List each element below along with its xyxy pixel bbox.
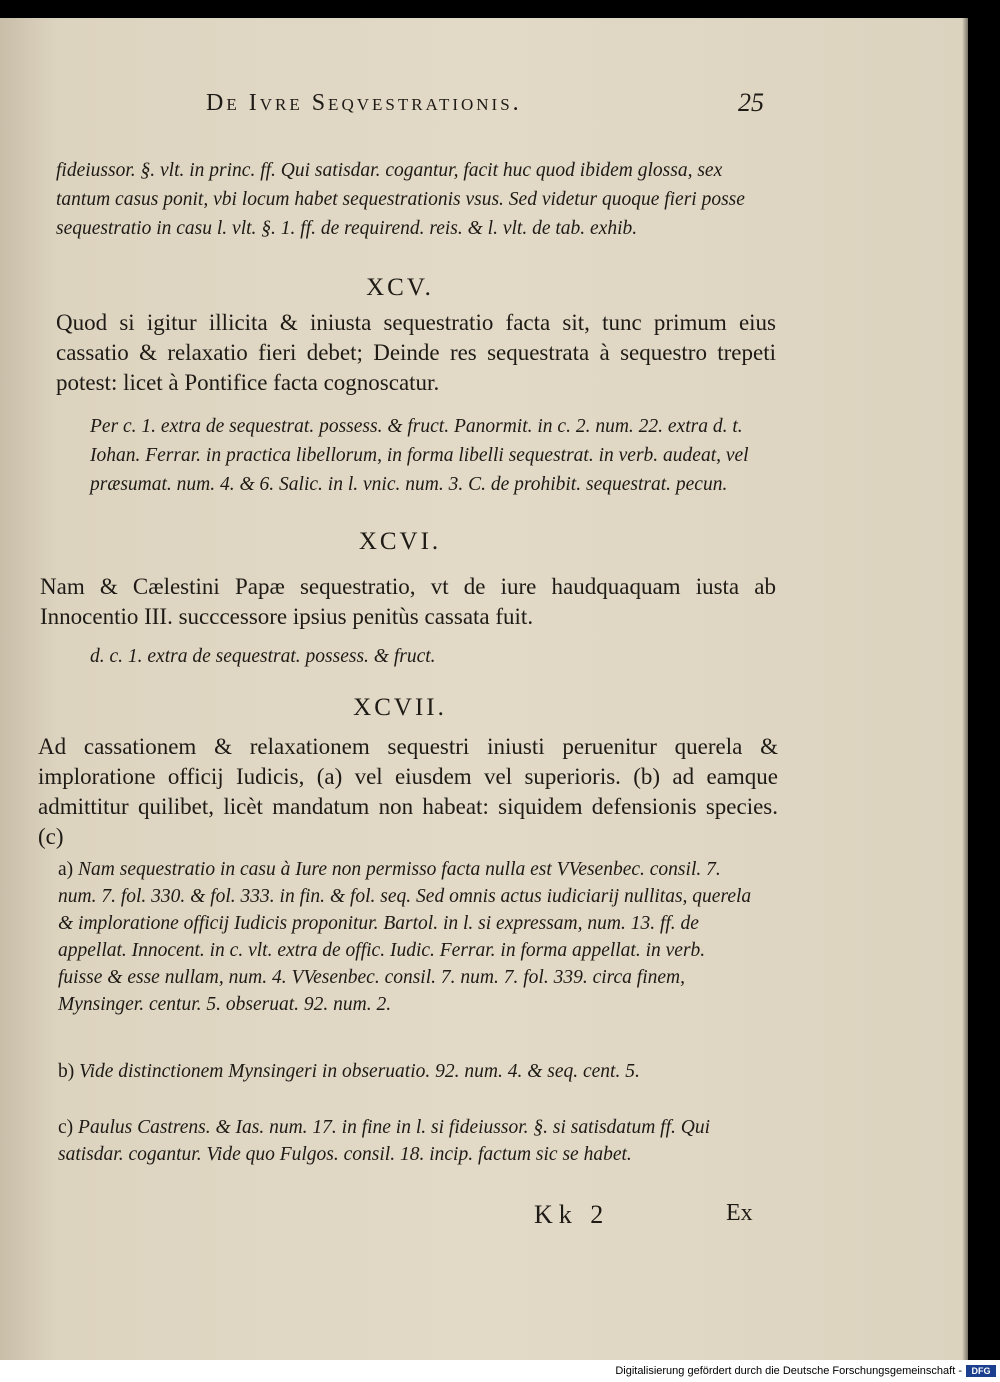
section-note-xcvi: d. c. 1. extra de sequestrat. possess. & fruct. [90,646,436,667]
section-note-xcv: Per c. 1. extra de sequestrat. possess. & fruct. Panormit. in c. 2. num. 22. extra d. t. Iohan. Ferrar. in practica libellorum, in forma libelli sequestrat. in verb. audeat, vel præsumat. num. 4. & 6. Salic. in l. vnic. num. 3. C. de prohibit. sequestrat. pecun. [90,416,749,495]
top-note: fideiussor. §. vlt. in princ. ff. Qui satisdar. cogantur, facit huc quod ibidem glossa, sex tantum casus ponit, vbi locum habet sequestrationis vsus. Sed videtur quoque fieri posse sequestratio in casu l. vlt. §. 1. ff. de requirend. reis. & l. vlt. de tab. exhib. [56,160,745,239]
footnote-marker: a) [58,859,74,880]
footnote-text: Paulus Castrens. & Ias. num. 17. in fine in l. si fideiussor. §. si satisdatum ff. Qui satisdar. cogantur. Vide quo Fulgos. consil. 18. incip. factum sic se habet. [58,1117,711,1165]
footnote-text: Nam sequestratio in casu à Iure non permisso facta nulla est VVesenbec. consil. 7. num. 7. fol. 330. & fol. 333. in fin. & fol. seq. Sed omnis actus iudiciarij nullitas, querela & imploratione officij Iudicis proponitur. Bartol. in l. si expressam, num. 13. ff. de appellat. Innocent. in c. vlt. extra de offic. Iudic. Ferrar. in forma appellat. in verb. fuisse & esse nullam, num. 4. VVesenbec. consil. 7. num. 7. fol. 339. circa finem, Mynsinger. centur. 5. obseruat. 92. num. 2. [58,859,752,1015]
footnote-marker: c) [58,1117,74,1138]
signature-mark: Kk 2 [534,1200,610,1229]
dfg-logo: DFG [966,1365,996,1377]
book-page [0,18,968,1360]
section-heading-xcvi: XCVI. [358,528,442,555]
section-text-xcv: Quod si igitur illicita & iniusta sequestratio facta sit, tunc primum eius cassatio & relaxatio fieri debet; Deinde res sequestrata à sequestro trepeti potest: licet à Pontifice facta cognoscatur. [56,310,776,395]
funding-credit: Digitalisierung gefördert durch die Deutsche Forschungsgemeinschaft - [615,1365,962,1377]
section-heading-xcv: XCV. [366,274,434,301]
section-text-xcvi: Nam & Cælestini Papæ sequestratio, vt de iure haudquaquam iusta ab Innocentio III. succcessore ipsius penitùs cassata fuit. [40,574,776,629]
running-title: De Ivre Seqvestrationis. [206,90,522,116]
page-number: 25 [738,88,764,117]
footnote-text: Vide distinctionem Mynsingeri in obseruatio. 92. num. 4. & seq. cent. 5. [79,1061,640,1082]
footnote-b [58,1058,752,1085]
footnote-marker: b) [58,1061,75,1082]
section-text-xcvii: Ad cassationem & relaxationem sequestri iniusti peruenitur querela & imploratione officij Iudicis, (a) vel eiusdem vel superioris. (b) ad eamque admittitur quilibet, licèt mandatum non habeat: siquidem defensionis species. (c) [38,734,778,849]
catchword: Ex [726,1200,753,1226]
footnote-a [58,856,752,1018]
section-heading-xcvii: XCVII. [353,694,447,721]
footnote-c [58,1114,752,1168]
digitization-footer [0,1360,1000,1382]
